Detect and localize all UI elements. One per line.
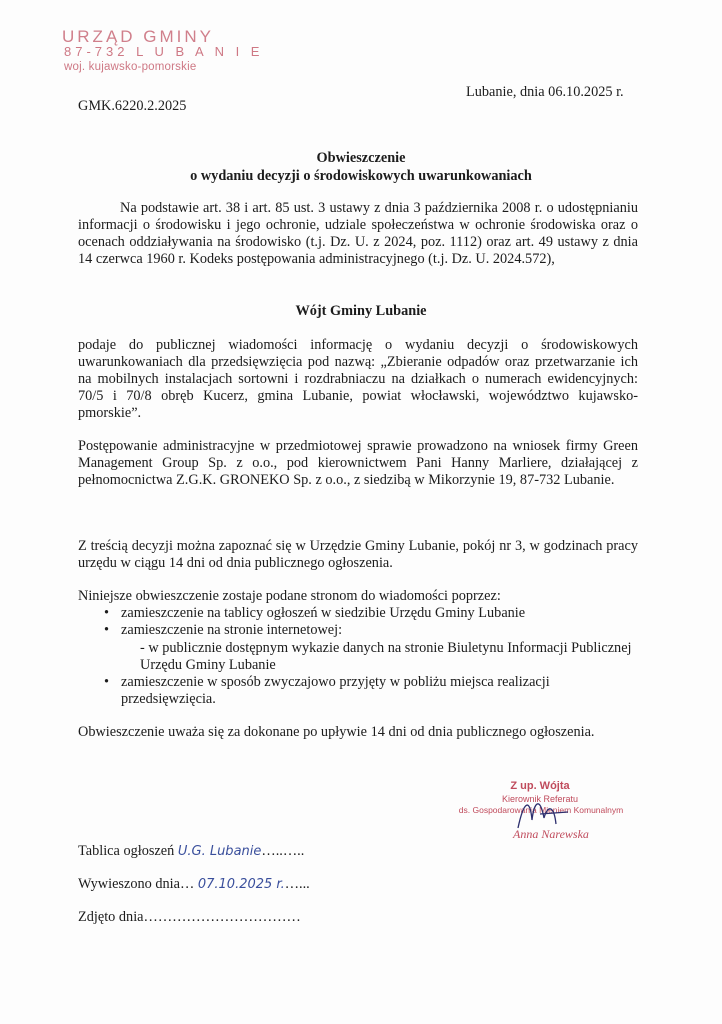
document-subtitle: o wydaniu decyzji o środowiskowych uwarunkowaniach <box>190 168 532 184</box>
posted-line <box>78 876 310 893</box>
proceeding-paragraph: Postępowanie administracyjne w przedmiotowej sprawie prowadzono na wniosek firmy Green Management Group Sp. z o.o., pod kierownictwem Pani Hanny Marliere, działającej z pełnomocnictwa Z.G.K. GRONEKO Sp. z o.o., z siedzibą w Mikorzynie 19, 87-732 Lubanie. <box>78 438 638 488</box>
list-item <box>104 674 644 708</box>
dotted-leader: …..….. <box>261 843 305 859</box>
board-label: Tablica ogłoszeń <box>78 843 175 859</box>
list-item-text: zamieszczenie w sposób zwyczajowo przyjęty w pobliżu miejsca realizacji przedsięwzięcia. <box>121 674 550 707</box>
removed-label: Zdjęto dnia <box>78 909 144 925</box>
announcement-paragraph: podaje do publicznej wiadomości informację o wydaniu decyzji o środowiskowych uwarunkowaniach dla przedsięwzięcia pod nazwą: „Zbieranie odpadów oraz przetwarzanie ich na mobilnych instalacjach sortowni i rozdrabniaczu na działkach o numerach ewidencyjnych: 70/5 i 70/8 obręb Kucerz, gmina Lubanie, powiat włocławski, województwo kujawsko-pmorskie”. <box>78 337 638 421</box>
dotted-leader: …... <box>284 876 310 892</box>
list-subitem: - w publicznie dostępnym wykazie danych na stronie Biuletynu Informacji Publicznej Urzędu Gminy Lubanie <box>140 640 632 673</box>
authority-heading: Wójt Gminy Lubanie <box>295 303 427 319</box>
notice-intro: Niniejsze obwieszczenie zostaje podane stronom do wiadomości poprzez: <box>78 588 501 604</box>
signature-name: Anna Narewska <box>513 827 589 841</box>
bullet-icon: • <box>104 605 110 621</box>
place-date: Lubanie, dnia 06.10.2025 r. <box>466 84 624 100</box>
stamp-region: woj. kujawsko-pomorskie <box>64 61 197 73</box>
legal-basis-paragraph: Na podstawie art. 38 i art. 85 ust. 3 ustawy z dnia 3 października 2008 r. o udostępnianiu informacji o środowisku i jego ochronie, udziale społeczeństwa w ochronie środowiska oraz o ocenach oddziaływania na środowisko (t.j. Dz. U. z 2024, poz. 1112) oraz art. 49 ustawy z dnia 14 czerwca 1960 r. Kodeks postępowania administracyjnego (t.j. Dz. U. 2024.572), <box>78 200 638 267</box>
document-title: Obwieszczenie <box>316 150 406 166</box>
bullet-icon: • <box>104 622 110 638</box>
handwritten-signature <box>510 790 580 836</box>
list-item <box>104 605 644 622</box>
list-item <box>104 622 644 639</box>
posted-label: Wywieszono dnia <box>78 876 180 892</box>
list-item-text: zamieszczenie na stronie internetowej: <box>121 622 343 638</box>
posted-value: 07.10.2025 r. <box>197 877 285 892</box>
reference-number: GMK.6220.2.2025 <box>78 98 187 114</box>
dotted-leader: … <box>179 876 195 892</box>
signature-department: ds. Gospodarowania Mieniem Komunalnym <box>458 805 624 815</box>
bullet-icon: • <box>104 674 110 690</box>
stamp-office: URZĄD GMINY <box>62 27 214 46</box>
list-item-text: zamieszczenie na tablicy ogłoszeń w siedzibie Urzędu Gminy Lubanie <box>121 605 526 621</box>
signature-authorization: Z up. Wójta <box>510 780 570 792</box>
board-line <box>78 843 304 860</box>
access-paragraph: Z treścią decyzji można zapoznać się w Urzędzie Gminy Lubanie, pokój nr 3, w godzinach pracy urzędu w ciągu 14 dni od dnia publicznego ogłoszenia. <box>78 538 638 571</box>
closing-paragraph: Obwieszczenie uważa się za dokonane po upływie 14 dni od dnia publicznego ogłoszenia. <box>78 724 595 740</box>
stamp-address: 87-732 L U B A N I E <box>64 44 264 59</box>
removed-line <box>78 909 301 926</box>
signature-position: Kierownik Referatu <box>501 794 579 804</box>
dotted-leader: …………………………… <box>143 909 301 925</box>
board-value: U.G. Lubanie <box>177 844 262 859</box>
